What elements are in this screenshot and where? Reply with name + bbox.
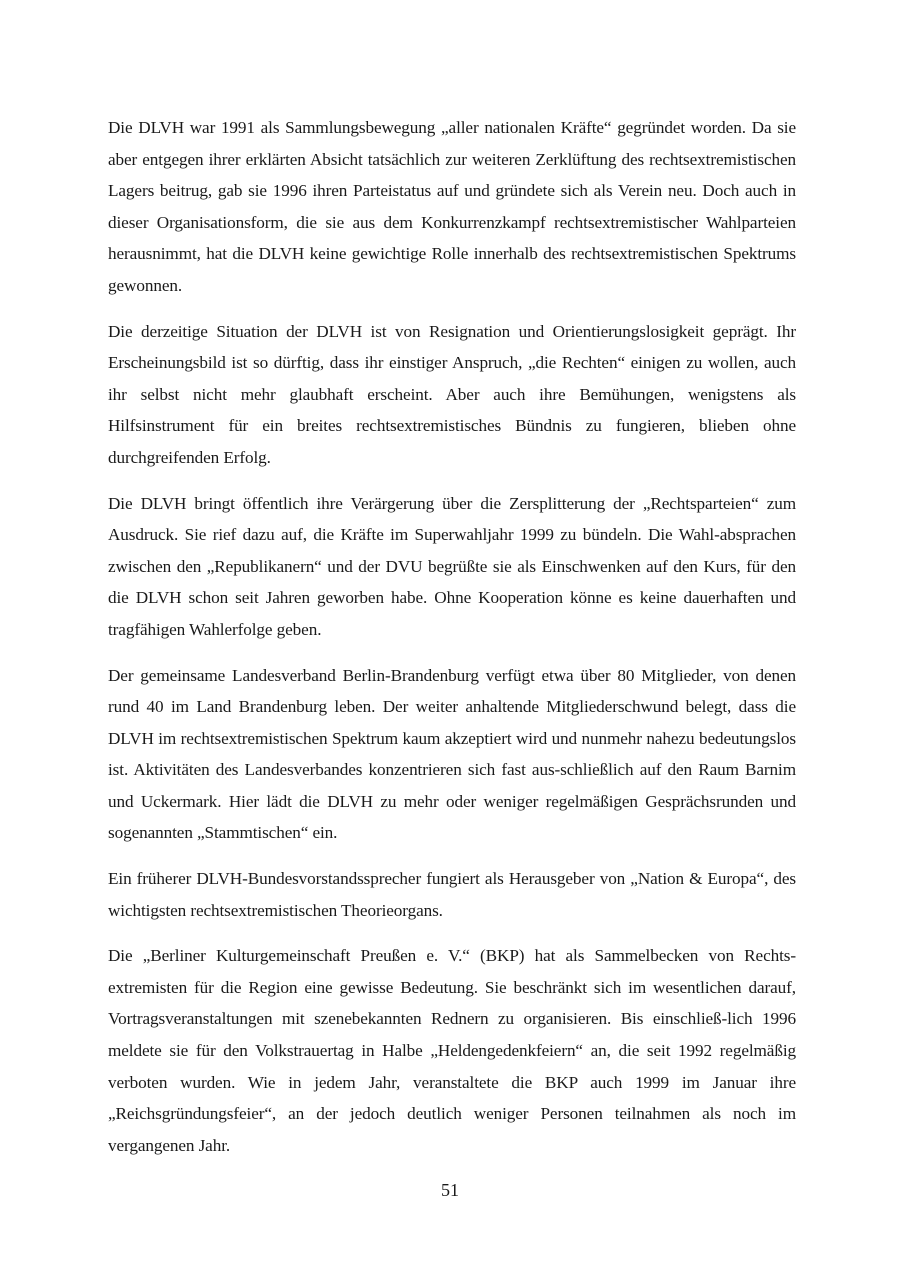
paragraph-bkp: Die „Berliner Kulturgemeinschaft Preußen e. V.“ (BKP) hat als Sammelbecken von Rechts-extremisten für die Region eine gewisse Bedeutung. Sie beschränkt sich im wesentlichen darauf, Vortragsveranstaltungen mit szenebekannten Rednern zu organisieren. Bis einschließ-lich 1996 meldete sie für den Volkstrauertag in Halbe „Heldengedenkfeiern“ an, die seit 1992 regelmäßig verboten wurden. Wie in jedem Jahr, veranstaltete die BKP auch 1999 im Januar ihre „Reichsgründungsfeier“, an der jedoch deutlich weniger Personen teilnahmen als noch im vergangenen Jahr. [108,946,796,1155]
paragraph-landesverband: Der gemeinsame Landesverband Berlin-Brandenburg verfügt etwa über 80 Mitglieder, von denen rund 40 im Land Brandenburg leben. Der weiter anhaltende Mitgliederschwund belegt, dass die DLVH im rechtsextremistischen Spektrum kaum akzeptiert wird und nunmehr nahezu bedeutungslos ist. Aktivitäten des Landesverbandes konzentrieren sich fast aus-schließlich auf den Raum Barnim und Uckermark. Hier lädt die DLVH zu mehr oder weniger regelmäßigen Gesprächsrunden und sogenannten „Stammtischen“ ein. [108,665,796,843]
paragraph-dlvh-situation: Die derzeitige Situation der DLVH ist von Resignation und Orientierungslosigkeit geprägt. Ihr Erscheinungsbild ist so dürftig, dass ihr einstiger Anspruch, „die Rechten“ einigen zu wollen, auch ihr selbst nicht mehr glaubhaft erscheint. Aber auch ihre Bemühungen, wenigstens als Hilfsinstrument für ein breites rechtsextremistisches Bündnis zu fungieren, blieben ohne durchgreifenden Erfolg. [108,321,796,467]
page-number: 51 [441,1180,459,1200]
paragraph-nation-europa: Ein früherer DLVH-Bundesvorstandssprecher fungiert als Herausgeber von „Nation & Europa“, des wichtigsten rechtsextremistischen Theorieorgans. [108,869,796,920]
paragraph-dlvh-founding: Die DLVH war 1991 als Sammlungsbewegung „aller nationalen Kräfte“ gegründet worden. Da sie aber entgegen ihrer erklärten Absicht tatsächlich zur weiteren Zerklüftung des rechtsextremistischen Lagers beitrug, gab sie 1996 ihren Parteistatus auf und gründete sich als Verein neu. Doch auch in dieser Organisationsform, die sie aus dem Konkurrenzkampf rechtsextremistischer Wahlparteien herausnimmt, hat die DLVH keine gewichtige Rolle innerhalb des rechtsextremistischen Spektrums gewonnen. [108,118,796,295]
paragraph-dlvh-fragmentation: Die DLVH bringt öffentlich ihre Verärgerung über die Zersplitterung der „Rechtsparteien“ zum Ausdruck. Sie rief dazu auf, die Kräfte im Superwahljahr 1999 zu bündeln. Die Wahl-absprachen zwischen den „Republikanern“ und der DVU begrüßte sie als Einschwenken auf den Kurs, für den die DLVH schon seit Jahren geworben habe. Ohne Kooperation könne es keine dauerhaften und tragfähigen Wahlerfolge geben. [108,493,796,639]
body-text [108,112,796,1175]
